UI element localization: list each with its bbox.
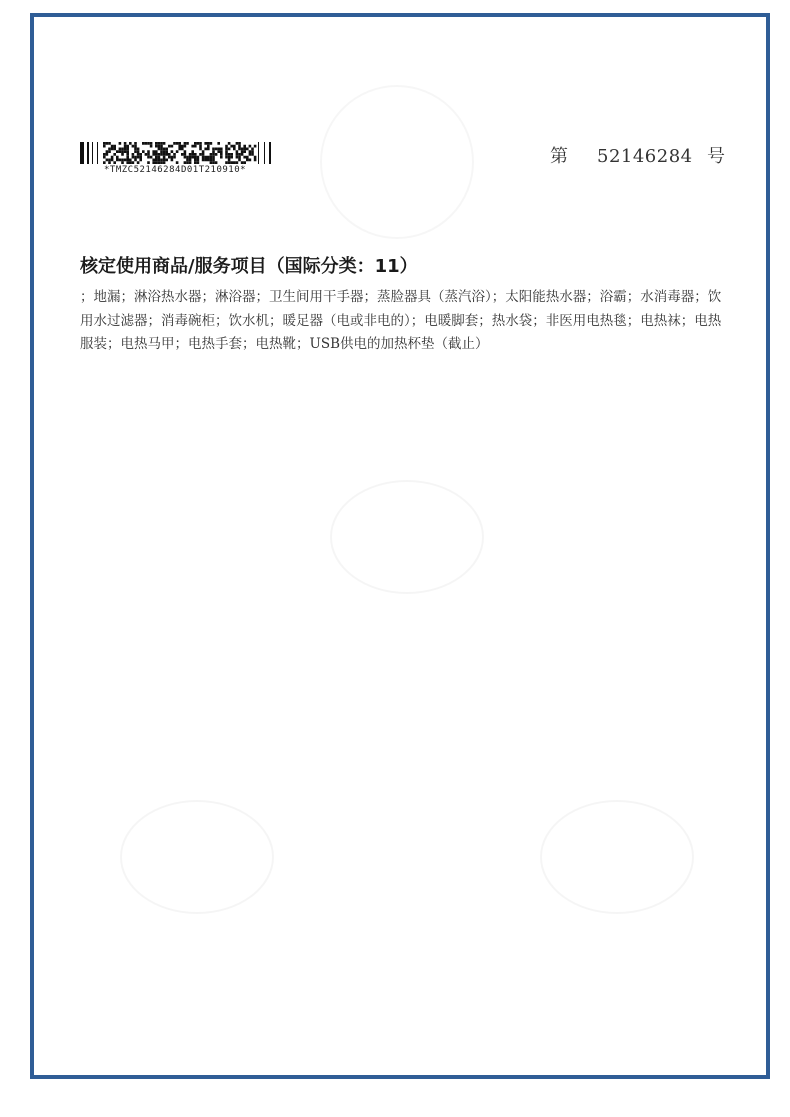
watermark-seal-bottom-right: [540, 800, 694, 914]
goods-services-list: ；地漏；淋浴热水器；淋浴器；卫生间用干手器；蒸脸器具（蒸汽浴）；太阳能热水器；浴霸；水消毒器；饮用水过滤器；消毒碗柜；饮水机；暖足器（电或非电的）；电暖脚套；热水袋；非医用电热毯；电热袜；电热服装；电热马甲；电热手套；电热靴；USB供电的加热杯垫（截止）: [80, 289, 722, 352]
barcode: [80, 142, 274, 164]
registration-number-value: 52146284: [597, 146, 693, 167]
watermark-seal-top: [320, 85, 474, 239]
registration-number: [550, 142, 725, 168]
barcode-caption: *TMZC52146284D01T210910*: [104, 165, 247, 175]
registration-suffix: 号: [707, 146, 725, 167]
watermark-seal-bottom-left: [120, 800, 274, 914]
goods-services-heading: 核定使用商品/服务项目（国际分类：11）: [80, 256, 418, 277]
registration-prefix: 第: [550, 146, 568, 167]
watermark-seal-middle: [330, 480, 484, 594]
